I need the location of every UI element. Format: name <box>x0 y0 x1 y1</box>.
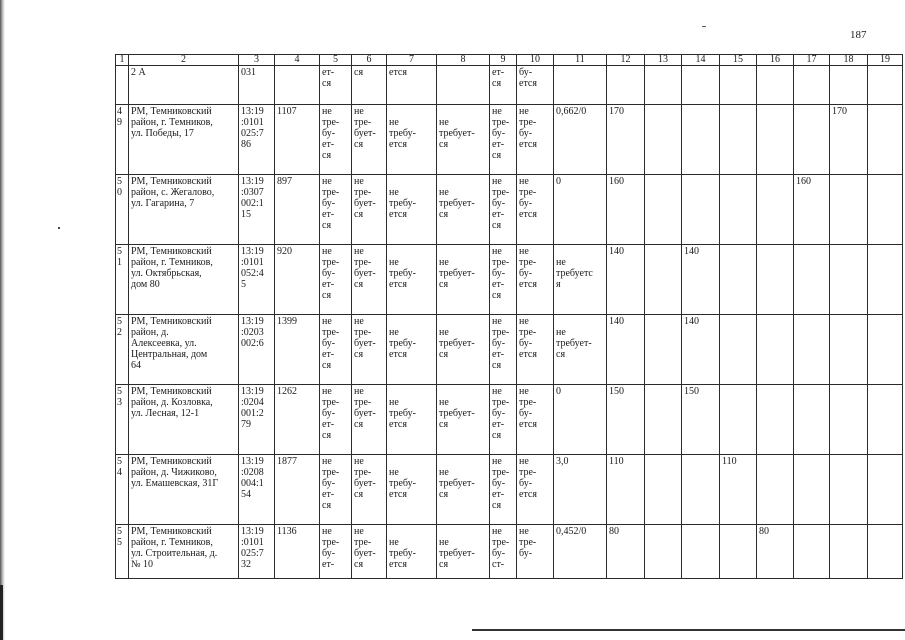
table-cell: не требуетс я <box>554 245 607 315</box>
table-cell <box>830 455 868 525</box>
column-header: 15 <box>720 55 757 66</box>
table-cell <box>794 525 830 579</box>
table-cell: не тре- бу- ет- ся <box>490 105 517 175</box>
column-header: 5 <box>320 55 352 66</box>
table-cell <box>757 175 794 245</box>
table-cell <box>275 66 320 105</box>
table-cell <box>607 66 645 105</box>
column-header: 1 <box>116 55 129 66</box>
table-cell <box>868 455 903 525</box>
table-cell: не тре- бу- ется <box>517 245 554 315</box>
table-cell <box>830 66 868 105</box>
table-cell: РМ, Темниковский район, г. Темников, ул. Строительная, д. № 10 <box>129 525 239 579</box>
table-cell <box>830 175 868 245</box>
table-cell <box>757 315 794 385</box>
table-cell <box>645 315 682 385</box>
column-header: 3 <box>239 55 275 66</box>
table-cell <box>554 66 607 105</box>
scan-left-edge <box>0 0 5 640</box>
table-cell <box>794 105 830 175</box>
table-cell: не требует- ся <box>437 455 490 525</box>
table-body <box>116 55 903 579</box>
column-header: 10 <box>517 55 554 66</box>
column-header: 17 <box>794 55 830 66</box>
table-cell: не требу- ется <box>387 175 437 245</box>
column-header: 13 <box>645 55 682 66</box>
table-cell <box>868 105 903 175</box>
table-cell: не тре- бует- ся <box>352 175 387 245</box>
table-cell: не тре- бует- ся <box>352 245 387 315</box>
table-cell: 170 <box>830 105 868 175</box>
table-cell <box>645 525 682 579</box>
table-cell: 5 1 <box>116 245 129 315</box>
table-cell: 13:19 :0204 001:2 79 <box>239 385 275 455</box>
scan-dot <box>58 227 60 229</box>
scan-mark <box>702 26 706 27</box>
table-cell: ся <box>352 66 387 105</box>
scan-bottom-line <box>472 629 905 631</box>
column-header: 2 <box>129 55 239 66</box>
table-cell: РМ, Темниковский район, д. Козловка, ул. Лесная, 12-1 <box>129 385 239 455</box>
table-cell: не тре- бу- ет- ся <box>490 315 517 385</box>
table-cell: 3,0 <box>554 455 607 525</box>
table-cell <box>645 385 682 455</box>
table-cell: 140 <box>607 245 645 315</box>
table-cell <box>794 66 830 105</box>
table-cell <box>437 66 490 105</box>
table-cell: 031 <box>239 66 275 105</box>
table-row <box>116 455 903 525</box>
table-cell <box>757 245 794 315</box>
table-cell: 1107 <box>275 105 320 175</box>
table-cell <box>868 175 903 245</box>
table-cell: РМ, Темниковский район, д. Чижиково, ул. Емашевская, 31Г <box>129 455 239 525</box>
table-cell: 5 5 <box>116 525 129 579</box>
table-cell: не требу- ется <box>387 455 437 525</box>
column-header: 16 <box>757 55 794 66</box>
column-header: 8 <box>437 55 490 66</box>
column-header: 14 <box>682 55 720 66</box>
table-cell <box>682 455 720 525</box>
table-cell: 1262 <box>275 385 320 455</box>
table-cell: 0 <box>554 175 607 245</box>
table-cell: бу- ется <box>517 66 554 105</box>
table-cell <box>794 245 830 315</box>
table-cell: 4 9 <box>116 105 129 175</box>
table-cell: не тре- бу- <box>517 525 554 579</box>
column-header: 6 <box>352 55 387 66</box>
page-number: 187 <box>850 29 867 41</box>
table-cell <box>645 175 682 245</box>
column-header: 19 <box>868 55 903 66</box>
table-cell <box>720 315 757 385</box>
column-header: 4 <box>275 55 320 66</box>
table-cell: не тре- бу- ет- ся <box>490 455 517 525</box>
table-cell: 150 <box>682 385 720 455</box>
table-row <box>116 525 903 579</box>
table-cell <box>720 66 757 105</box>
table-cell <box>720 245 757 315</box>
table-cell <box>720 105 757 175</box>
table-cell: не тре- бу- ет- ся <box>320 245 352 315</box>
table-row <box>116 245 903 315</box>
table-cell: 0 <box>554 385 607 455</box>
table-cell <box>794 315 830 385</box>
table-cell: не требу- ется <box>387 385 437 455</box>
table-cell: 0,452/0 <box>554 525 607 579</box>
table-cell: не тре- бу- ет- ся <box>320 105 352 175</box>
table-cell <box>757 105 794 175</box>
table-row <box>116 105 903 175</box>
table-cell: не тре- бу- ет- ся <box>320 385 352 455</box>
table-cell: РМ, Темниковский район, г. Темников, ул. Победы, 17 <box>129 105 239 175</box>
table-cell <box>830 245 868 315</box>
table-cell: 2 А <box>129 66 239 105</box>
table-cell: не тре- бует- ся <box>352 315 387 385</box>
table-cell: 13:19 :0208 004:1 54 <box>239 455 275 525</box>
table-cell <box>868 66 903 105</box>
table-cell: не тре- бу- ется <box>517 455 554 525</box>
header-row <box>116 55 903 66</box>
table-cell: 110 <box>607 455 645 525</box>
table-cell <box>757 385 794 455</box>
table-cell: не тре- бу- ет- ся <box>320 315 352 385</box>
table-cell: 13:19 :0101 025:7 32 <box>239 525 275 579</box>
table-cell: не тре- бу- ет- ся <box>490 175 517 245</box>
table-cell: ет- ся <box>490 66 517 105</box>
table-cell: не тре- бу- ется <box>517 315 554 385</box>
table-cell: 140 <box>682 245 720 315</box>
table-cell: не тре- бу- ется <box>517 105 554 175</box>
table-cell: 1399 <box>275 315 320 385</box>
table-cell: 920 <box>275 245 320 315</box>
table-cell <box>720 175 757 245</box>
column-header: 12 <box>607 55 645 66</box>
table-cell: не тре- бует- ся <box>352 455 387 525</box>
table-cell: РМ, Темниковский район, с. Жегалово, ул. Гагарина, 7 <box>129 175 239 245</box>
register-table <box>115 54 903 579</box>
table-cell: 5 4 <box>116 455 129 525</box>
table-cell: 5 3 <box>116 385 129 455</box>
table-cell: 150 <box>607 385 645 455</box>
table-cell: не тре- бу- ет- ся <box>320 455 352 525</box>
table-cell <box>868 385 903 455</box>
table-cell <box>682 175 720 245</box>
scan-left-edge-shadow <box>0 585 3 640</box>
table-cell: не требует- ся <box>437 315 490 385</box>
column-header: 9 <box>490 55 517 66</box>
table-cell <box>830 525 868 579</box>
table-cell: РМ, Темниковский район, г. Темников, ул. Октябрьская, дом 80 <box>129 245 239 315</box>
table-cell <box>682 66 720 105</box>
table-cell: не тре- бу- ет- ся <box>490 245 517 315</box>
table-cell: 13:19 :0101 025:7 86 <box>239 105 275 175</box>
table-row <box>116 315 903 385</box>
table-row <box>116 66 903 105</box>
table-cell <box>868 315 903 385</box>
table-cell <box>682 525 720 579</box>
table-cell <box>720 385 757 455</box>
table-cell: 80 <box>757 525 794 579</box>
table-cell: не требу- ется <box>387 315 437 385</box>
table-cell: 140 <box>607 315 645 385</box>
column-header: 18 <box>830 55 868 66</box>
table-cell: 5 0 <box>116 175 129 245</box>
table-cell: 13:19 :0307 002:1 15 <box>239 175 275 245</box>
table-cell <box>830 385 868 455</box>
table-cell: 897 <box>275 175 320 245</box>
table-cell <box>645 66 682 105</box>
table-cell: 160 <box>794 175 830 245</box>
table-cell <box>757 455 794 525</box>
table-cell: 0,662/0 <box>554 105 607 175</box>
table-cell: не требует- ся <box>437 105 490 175</box>
table-cell: 1136 <box>275 525 320 579</box>
table-cell <box>794 455 830 525</box>
table-cell: не тре- бует- ся <box>352 105 387 175</box>
table-cell <box>868 245 903 315</box>
table-cell <box>645 245 682 315</box>
table-cell: не тре- бу- ется <box>517 175 554 245</box>
table-cell <box>720 525 757 579</box>
table-cell: 13:19 :0203 002:6 <box>239 315 275 385</box>
table-cell: не требует- ся <box>437 385 490 455</box>
table-row <box>116 175 903 245</box>
table-cell: не требу- ется <box>387 525 437 579</box>
table-cell <box>645 105 682 175</box>
table-cell: не тре- бу- ет- ся <box>490 385 517 455</box>
table-cell: не тре- бует- ся <box>352 385 387 455</box>
table-cell <box>757 66 794 105</box>
table-cell: ется <box>387 66 437 105</box>
table-cell: не требует- ся <box>554 315 607 385</box>
table-cell: ет- ся <box>320 66 352 105</box>
table-cell <box>794 385 830 455</box>
table-cell: не тре- бует- ся <box>352 525 387 579</box>
table-row <box>116 385 903 455</box>
table-cell: не тре- бу- ется <box>517 385 554 455</box>
table-cell: не требует- ся <box>437 525 490 579</box>
table-cell: не тре- бу- ет- <box>320 525 352 579</box>
column-header: 11 <box>554 55 607 66</box>
table-cell <box>682 105 720 175</box>
table-cell: РМ, Темниковский район, д. Алексеевка, ул. Центральная, дом 64 <box>129 315 239 385</box>
table-cell <box>116 66 129 105</box>
table-cell: не требует- ся <box>437 245 490 315</box>
table-cell: 5 2 <box>116 315 129 385</box>
table-cell: не тре- бу- ет- ся <box>320 175 352 245</box>
table-cell: 1877 <box>275 455 320 525</box>
table-cell <box>868 525 903 579</box>
table-cell: не требует- ся <box>437 175 490 245</box>
table-cell: 160 <box>607 175 645 245</box>
table-cell: 110 <box>720 455 757 525</box>
table-cell: 140 <box>682 315 720 385</box>
table-cell: не тре- бу- ст- <box>490 525 517 579</box>
table-cell: не требу- ется <box>387 245 437 315</box>
table-cell <box>645 455 682 525</box>
table-cell: 80 <box>607 525 645 579</box>
table-cell: 13:19 :0101 052:4 5 <box>239 245 275 315</box>
table-cell: не требу- ется <box>387 105 437 175</box>
table-cell: 170 <box>607 105 645 175</box>
column-header: 7 <box>387 55 437 66</box>
table-cell <box>830 315 868 385</box>
